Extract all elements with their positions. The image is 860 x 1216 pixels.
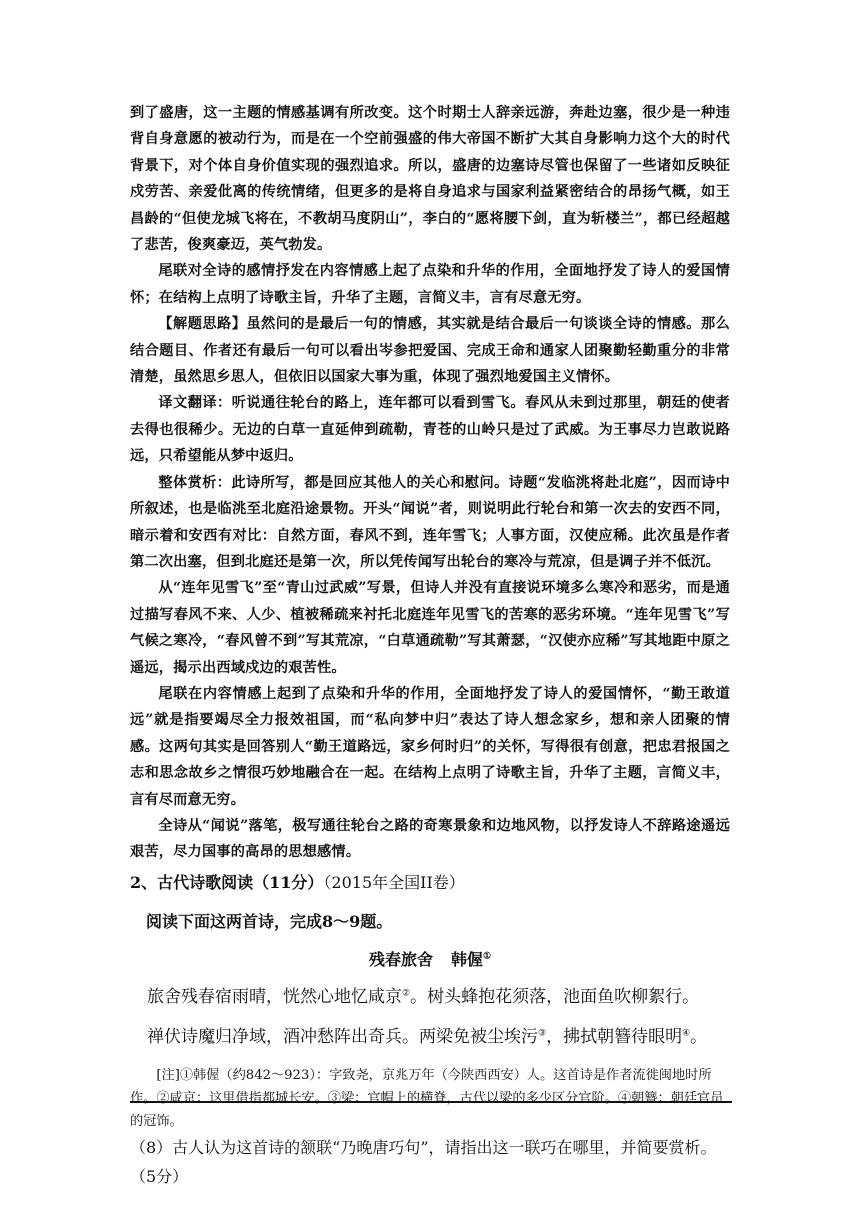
poem-text: ，拂拭朝簪待眼明	[546, 1026, 683, 1047]
document-page	[130, 100, 730, 1191]
poem-title: 残春旅舍	[368, 949, 433, 969]
poem-text: 。树头蜂抱花须落，池面鱼吹柳絮行。	[410, 986, 700, 1007]
poem-line	[130, 1020, 730, 1054]
poem-line	[130, 980, 730, 1014]
poem-author: 韩偓	[450, 949, 483, 969]
analysis-paragraph: 到了盛唐，这一主题的情感基调有所改变。这个时期士人辞亲远游，奔赴边塞，很少是一种违背自身意愿的被动行为，而是在一个空前强盛的伟大帝国不断扩大其自身影响力这个大的时代背景下，对个体自身价值实现的强烈追求。所以，盛唐的边塞诗尽管也保留了一些诸如反映征戍劳苦、亲爱仳离的传统情绪，但更多的是将自身追求与国家利益紧密结合的昂扬气概，如王昌龄的“但使龙城飞将在，不教胡马度阴山”，李白的“愿将腰下剑，直为斩楼兰”，都已经超越了悲苦，俊爽豪迈，英气勃发。	[130, 105, 730, 254]
instruction: 阅读下面这两首诗，完成8～9题。	[146, 911, 393, 931]
appreciation-paragraph: 整体赏析：此诗所写，都是回应其他人的关心和慰问。诗题“发临洮将赴北庭”，因而诗中所叙述，也是临洮至北庭沿途景物。开头“闻说”者，则说明此行轮台和第一次去的安西不同，暗示着和安西有对比：自然方面，春风不到，连年雪飞；人事方面，汉使应稀。此次虽是作者第二次出塞，但到北庭还是第一次，所以凭传闻写出轮台的寒冷与荒凉，但是调子并不低沉。	[130, 474, 730, 570]
translation-paragraph: 译文翻译：听说通往轮台的路上，连年都可以看到雪飞。春风从未到过那里，朝廷的使者去得也很稀少。无边的白草一直延伸到疏勒，青苍的山岭只是过了武威。为王事尽力岂敢说路远，只希望能从梦中返归。	[130, 395, 730, 465]
poem-text: 禅伏诗魔归净域，酒冲愁阵出奇兵。两梁免被尘埃污	[147, 1026, 538, 1047]
analysis-paragraph: 尾联对全诗的感情抒发在内容情感上起了点染和升华的作用，全面地抒发了诗人的爱国情怀；在结构上点明了诗歌主旨，升华了主题，言简义丰，言有尽意无穷。	[130, 263, 730, 306]
section-title: 2、古代诗歌阅读（11分）	[130, 872, 324, 892]
notes-lead: [注]①韩偓（约842～923）：字致尧，京兆万年（今陕西西安）人。这首诗是作者	[156, 1067, 633, 1083]
section-heading	[130, 868, 730, 898]
analysis-paragraph: 全诗从“闻说”落笔，极写通往轮台之路的奇寒景象和边地风物，以抒发诗人不辞路途遥远艰苦，尽力国事的高昂的思想感情。	[130, 817, 730, 861]
poem-notes	[130, 1064, 730, 1133]
question-8: （8）古人认为这首诗的颔联“乃晚唐巧句”，请指出这一联巧在哪里，并简要赏析。（5分）	[130, 1137, 717, 1186]
solution-approach-paragraph: 【解题思路】虽然问的是最后一句的情感，其实就是结合最后一句谈谈全诗的情感。那么结合题目、作者还有最后一句可以看出岑参把爱国、完成王命和通家人团聚勤轻勤重分的非常清楚，虽然思乡思人，但依旧以国家大事为重，体现了强烈地爱国主义情怀。	[130, 316, 730, 386]
footnote-marker: ④	[682, 1028, 691, 1039]
answer-line	[130, 1101, 732, 1103]
analysis-paragraph: 尾联在内容情感上起到了点染和升华的作用，全面地抒发了诗人的爱国情怀，“勤王敢道远”就是指要竭尽全力报效祖国，而“私向梦中归”表达了诗人想念家乡，想和亲人团聚的情感。这两句其实是回答别人“勤王道路远，家乡何时归”的关怀，写得很有创意，把忠君报国之志和思念故乡之情很巧妙地融合在一起。在结构上点明了诗歌主旨，升华了主题，言简义丰，言有尽而意无穷。	[130, 685, 730, 808]
poem-heading	[130, 946, 730, 974]
notes-rest: 流徙闽地时所作。②咸京：这里借指都城长安。③梁：官帽上的横脊，古代以梁的多少区分官阶。④朝簪：朝廷官员的冠饰。	[130, 1067, 724, 1129]
poem-text: 。	[690, 1026, 708, 1047]
footnote-marker: ③	[538, 1028, 547, 1039]
analysis-paragraph: 从“连年见雪飞”至“青山过武威”写景，但诗人并没有直接说环境多么寒冷和恶劣，而是通过描写春风不来、人少、植被稀疏来衬托北庭连年见雪飞的苦寒的恶劣环境。“连年见雪飞”写气候之寒冷，“春风曾不到”写其荒凉，“白草通疏勒”写其萧瑟，“汉使亦应稀”写其地距中原之遥远，揭示出西域戍边的艰苦性。	[130, 580, 730, 676]
footnote-marker: ②	[402, 988, 411, 999]
section-source: （2015年全国II卷）	[323, 872, 465, 892]
footnote-marker: ①	[482, 951, 492, 962]
poem-text: 旅舍残春宿雨晴，恍然心地忆咸京	[147, 986, 402, 1007]
